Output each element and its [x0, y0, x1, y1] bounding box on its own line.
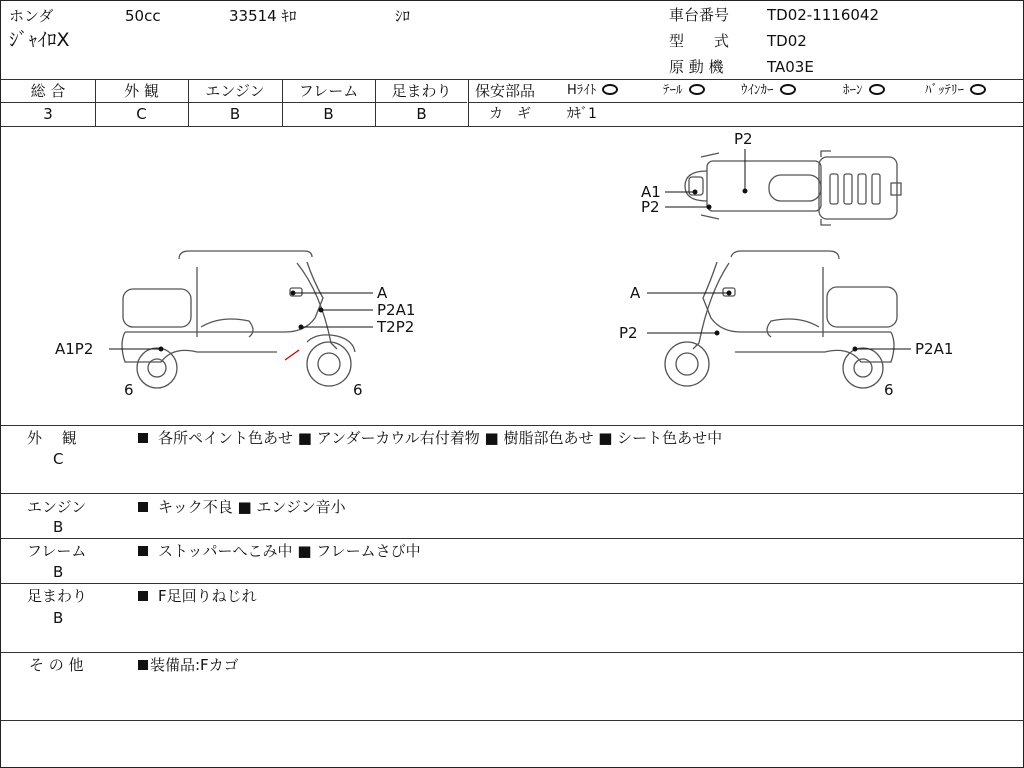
- note-grade-suspension: B: [53, 609, 64, 627]
- top-label-p2: P2: [734, 130, 753, 148]
- bullet-square-icon: [138, 502, 148, 512]
- safety-item-horn: ﾎｰﾝ: [843, 82, 885, 100]
- note-label-engine: エンジン: [27, 498, 87, 516]
- color: ｼﾛ: [395, 7, 411, 25]
- frame-number-label: 車台番号: [669, 6, 730, 24]
- left-label-a: A: [377, 284, 388, 302]
- check-circle-icon: [602, 84, 618, 95]
- mileage: 33514 ｷﾛ: [229, 7, 297, 25]
- note-text-other: 装備品:Fカゴ: [138, 656, 239, 674]
- check-circle-icon: [689, 84, 705, 95]
- note-text-exterior: 各所ペイント色あせ ■ アンダーカウル右付着物 ■ 樹脂部色あせ ■ シート色あせ中: [138, 429, 722, 447]
- top-label-p2b: P2: [641, 198, 660, 216]
- right-label-p2: P2: [619, 324, 638, 342]
- maker: ホンダ: [9, 7, 54, 25]
- check-circle-icon: [780, 84, 796, 95]
- right-label-a: A: [630, 284, 641, 302]
- top-view-scooter: [685, 151, 901, 225]
- frame-label: フレーム: [298, 82, 359, 100]
- exterior-score: C: [136, 105, 147, 123]
- engine-label: エンジン: [205, 82, 265, 100]
- note-label-suspension: 足まわり: [27, 587, 88, 605]
- right-view-scooter: [665, 251, 897, 388]
- suspension-score: B: [416, 105, 427, 123]
- note-grade-frame: B: [53, 563, 64, 581]
- engine-score: B: [229, 105, 241, 123]
- top-label-a1: A1: [641, 183, 661, 201]
- safety-item-tail: ﾃｰﾙ: [663, 82, 705, 100]
- vehicle-diagram: [1, 127, 1023, 425]
- frame-score: B: [323, 105, 334, 123]
- left-view-scooter: [122, 251, 355, 388]
- right-label-p2a1: P2A1: [915, 340, 954, 358]
- engine-model-value: TA03E: [767, 58, 814, 76]
- exterior-label: 外 観: [124, 82, 159, 100]
- note-text-engine: キック不良 ■ エンジン音小: [138, 498, 346, 516]
- safety-item-winker: ｳｲﾝｶｰ: [741, 82, 796, 100]
- suspension-label: 足まわり: [391, 82, 452, 100]
- safety-item-headlight: Hﾗｲﾄ: [567, 82, 618, 100]
- left-label-a1p2: A1P2: [55, 340, 94, 358]
- key-value: ｶｷﾞ1: [567, 106, 597, 122]
- check-circle-icon: [869, 84, 885, 95]
- left-label-6a: 6: [124, 381, 134, 399]
- bullet-square-icon: [138, 591, 148, 601]
- overall-label: 総 合: [30, 82, 66, 100]
- bullet-square-icon: [138, 660, 148, 670]
- note-text-frame: ストッパーへこみ中 ■ フレームさび中: [138, 542, 421, 560]
- note-grade-engine: B: [53, 518, 64, 536]
- engine-model-label: 原 動 機: [669, 58, 724, 76]
- note-grade-exterior: C: [53, 450, 64, 468]
- bullet-square-icon: [138, 433, 148, 443]
- model-name: ｼﾞｬｲﾛX: [9, 29, 70, 51]
- check-circle-icon: [970, 84, 986, 95]
- note-text-suspension: F足回りねじれ: [138, 587, 257, 605]
- type-label: 型 式: [669, 32, 730, 50]
- left-label-6b: 6: [353, 381, 363, 399]
- right-label-6: 6: [884, 381, 894, 399]
- left-label-t2p2: T2P2: [377, 318, 415, 336]
- type-value: TD02: [767, 32, 807, 50]
- note-label-other: そ の 他: [29, 656, 84, 674]
- note-label-exterior: 外 観: [27, 429, 77, 447]
- safety-item-battery: ﾊﾞｯﾃﾘｰ: [925, 82, 986, 100]
- displacement: 50cc: [125, 7, 161, 25]
- key-label: カ ギ: [489, 106, 531, 122]
- frame-number-value: TD02-1116042: [767, 6, 880, 24]
- bullet-square-icon: [138, 546, 148, 556]
- overall-score: 3: [43, 105, 53, 123]
- safety-label: 保安部品: [475, 82, 536, 100]
- left-label-p2a1: P2A1: [377, 301, 416, 319]
- note-label-frame: フレーム: [27, 542, 87, 560]
